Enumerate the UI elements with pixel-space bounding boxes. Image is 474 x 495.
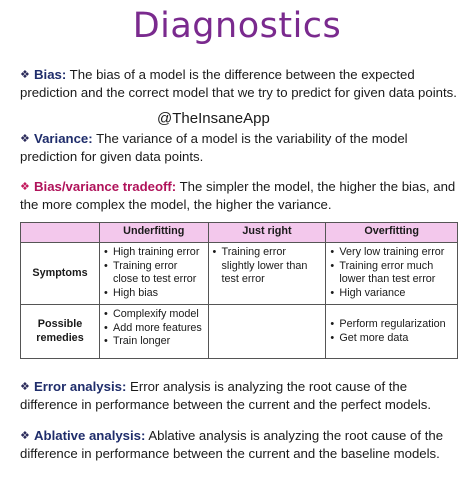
table-cell: [208, 243, 326, 305]
diamond-bullet-icon: ❖: [20, 69, 30, 81]
table-header-empty: [21, 223, 100, 243]
list-item: • Training error close to test error: [104, 260, 204, 287]
list-item: • Perform regularization: [330, 318, 453, 332]
table-cell: [100, 243, 209, 305]
bias-bullet: [20, 66, 460, 101]
table-header-underfitting: Underfitting: [100, 223, 209, 243]
list-item: • Train longer: [104, 335, 204, 349]
ablative-analysis-term: Ablative analysis:: [34, 428, 146, 443]
list-item: • Training error slightly lower than test error: [213, 246, 322, 287]
row-label-remedies: Possible remedies: [21, 305, 100, 359]
fitting-table: [20, 222, 458, 359]
variance-text: The variance of a model is the variability of the model prediction for given data points.: [20, 131, 408, 164]
list-item: • Get more data: [330, 332, 453, 346]
table-cell-empty: [208, 305, 326, 359]
table-cell: [326, 243, 458, 305]
variance-bullet: [20, 130, 460, 165]
table-header-overfitting: Overfitting: [326, 223, 458, 243]
bias-term: Bias:: [34, 67, 67, 82]
list-item: • Very low training error: [330, 246, 453, 260]
bias-text: The bias of a model is the difference between the expected prediction and the correct model that we try to predict for given data points.: [20, 67, 457, 100]
list-item: • Training error much lower than test error: [330, 260, 453, 287]
list-item: • High bias: [104, 287, 204, 301]
ablative-analysis-bullet: [20, 427, 460, 462]
error-analysis-text: Error analysis is analyzing the root cause of the difference in performance between the current and the perfect models.: [20, 379, 432, 412]
list-item: • High training error: [104, 246, 204, 260]
list-item: • Complexify model: [104, 308, 204, 322]
table-header-just-right: Just right: [208, 223, 326, 243]
list-item: • High variance: [330, 287, 453, 301]
table-cell: [326, 305, 458, 359]
diamond-bullet-icon: ❖: [20, 430, 30, 442]
table-cell: [100, 305, 209, 359]
ablative-analysis-text: Ablative analysis is analyzing the root cause of the difference in performance between the current and the baseline models.: [20, 428, 444, 461]
page-title: Diagnostics: [132, 6, 342, 46]
list-item: • Add more features: [104, 322, 204, 336]
table-header-row: [21, 223, 458, 243]
diamond-bullet-icon: ❖: [20, 381, 30, 393]
variance-term: Variance:: [34, 131, 93, 146]
diamond-bullet-icon: ❖: [20, 181, 30, 193]
tradeoff-term: Bias/variance tradeoff:: [34, 179, 177, 194]
diamond-bullet-icon: ❖: [20, 133, 30, 145]
table-row: [21, 243, 458, 305]
tradeoff-bullet: [20, 178, 460, 213]
table-row: [21, 305, 458, 359]
row-label-symptoms: Symptoms: [21, 243, 100, 305]
error-analysis-term: Error analysis:: [34, 379, 127, 394]
error-analysis-bullet: [20, 378, 460, 413]
watermark-handle: @TheInsaneApp: [157, 110, 270, 127]
tradeoff-text: The simpler the model, the higher the bias, and the more complex the model, the higher the variance.: [20, 179, 456, 212]
